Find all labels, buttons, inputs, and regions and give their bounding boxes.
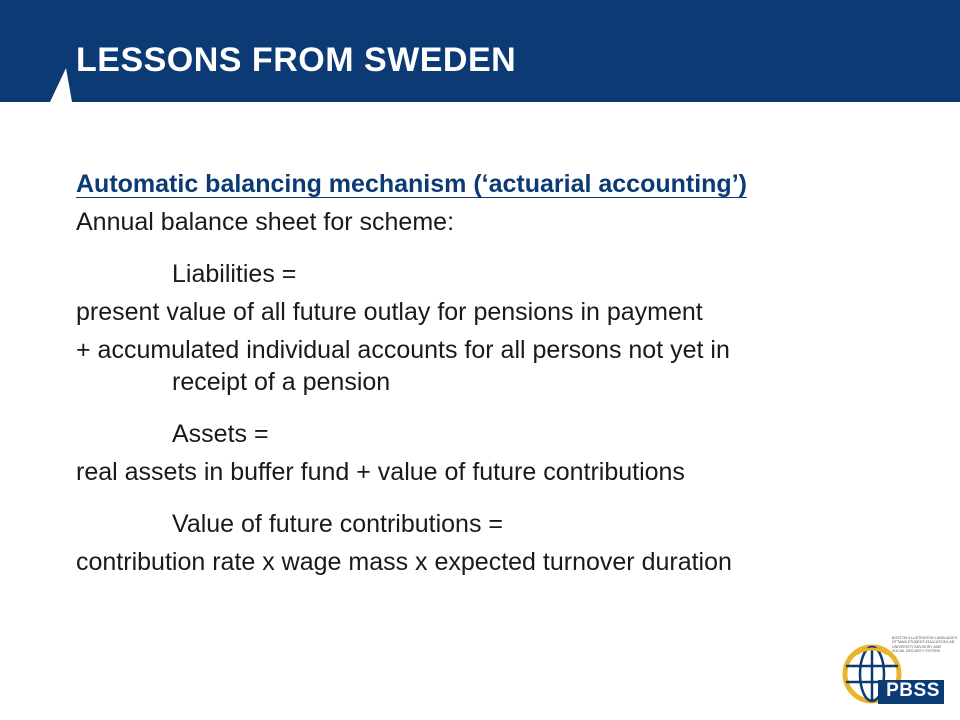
contributions-line-1: contribution rate x wage mass x expected turnover duration: [76, 548, 732, 576]
assets-line-1: real assets in buffer fund + value of future contributions: [76, 458, 685, 486]
slide-title: LESSONS FROM SWEDEN: [76, 41, 517, 79]
logo-caption-line: SOCIAL SECURITY SYSTEM: [892, 649, 940, 654]
liabilities-line-1: present value of all future outlay for pensions in payment: [76, 298, 703, 326]
logo-caption: [892, 636, 958, 654]
slide-body: [76, 168, 936, 578]
contributions-label: Value of future contributions =: [172, 510, 503, 538]
logo-wordmark: PBSS: [886, 680, 940, 701]
logo-caption-line: BOSTON ILLUSTRATION LANGUAGES: [892, 636, 957, 640]
logo-caption-line: OTTAWA STUDENT EDUCATION LAB: [892, 640, 955, 645]
subheading: Automatic balancing mechanism (‘actuarial accounting’): [76, 170, 747, 198]
liabilities-line-2: + accumulated individual accounts for all persons not yet in: [76, 336, 730, 364]
logo-caption-line: UNIVERSITY ADVISORY AND: [892, 644, 942, 649]
balance-sheet-line: Annual balance sheet for scheme:: [76, 208, 455, 236]
liabilities-line-2-continued: receipt of a pension: [172, 368, 391, 396]
assets-label: Assets =: [172, 420, 269, 448]
liabilities-label: Liabilities =: [172, 260, 297, 288]
